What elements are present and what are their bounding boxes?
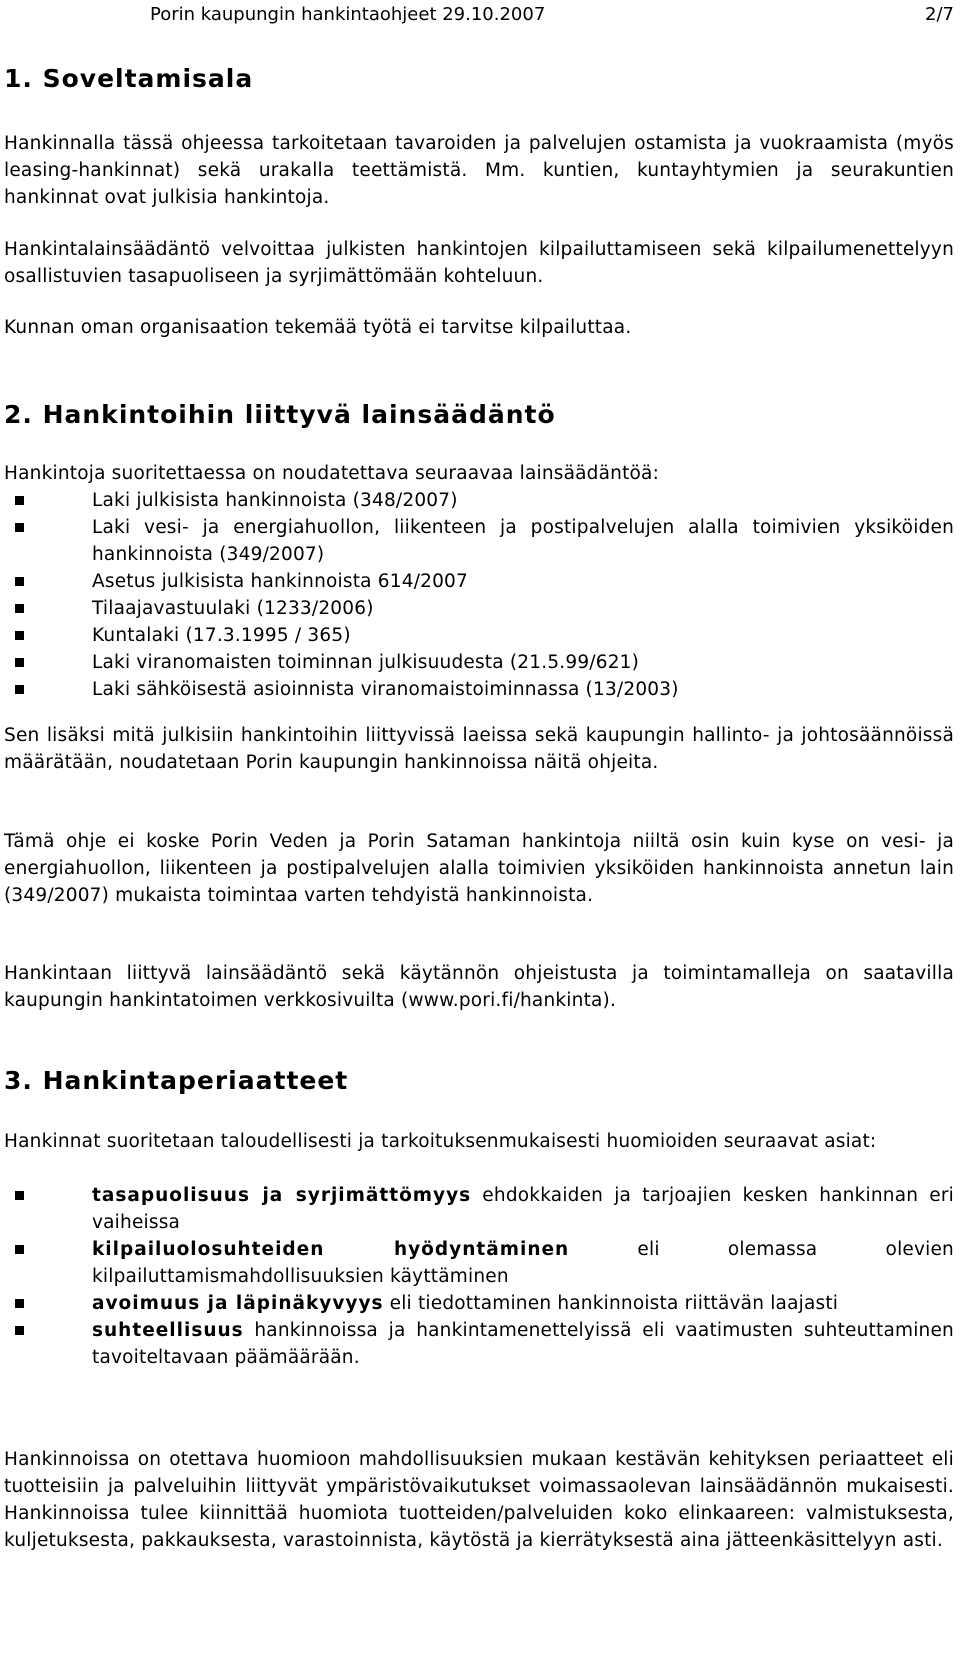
law-item-text: Laki viranomaisten toiminnan julkisuudesta (21.5.99/621): [92, 652, 640, 673]
bullet-square-icon: [15, 685, 24, 694]
law-item-text: Asetus julkisista hankinnoista 614/2007: [92, 571, 469, 592]
principle-term: avoimuus ja läpinäkyvyys: [92, 1293, 384, 1314]
bullet-square-icon: [15, 523, 24, 532]
section-2-heading: 2. Hankintoihin liittyvä lainsäädäntö: [4, 400, 556, 429]
section-1-heading: 1. Soveltamisala: [4, 64, 254, 93]
law-item-text: Tilaajavastuulaki (1233/2006): [92, 598, 374, 619]
section-3-heading: 3. Hankintaperiaatteet: [4, 1066, 349, 1095]
bullet-square-icon: [15, 658, 24, 667]
list-item: [4, 622, 954, 649]
page-header: [150, 4, 954, 26]
section-2-paragraph-3: Hankintaan liittyvä lainsäädäntö sekä käytännön ohjeistusta ja toimintamalleja on saatavilla kaupungin hankintatoimen verkkosivuilta (www.pori.fi/hankinta).: [4, 963, 954, 1011]
bullet-square-icon: [15, 604, 24, 613]
bullet-square-icon: [15, 496, 24, 505]
section-2-paragraph-1: Sen lisäksi mitä julkisiin hankintoihin liittyvissä laeissa sekä kaupungin hallinto- ja johtosäännöissä määrätään, noudatetaan Porin kaupungin hankinnoissa näitä ohjeita.: [4, 725, 954, 773]
principle-list: [4, 1182, 954, 1371]
list-item: [4, 1290, 954, 1317]
list-item: [4, 568, 954, 595]
section-2-paragraph-2: Tämä ohje ei koske Porin Veden ja Porin Sataman hankintoja niiltä osin kuin kyse on vesi- ja energiahuollon, liikenteen ja postipalvelujen alalla toimivien yksiköiden hankinnoista annetun lain (349/2007) mukaista toimintaa varten tehdyistä hankinnoista.: [4, 831, 954, 906]
principle-term: suhteellisuus: [92, 1320, 244, 1341]
section-1-paragraph-1: Hankinnalla tässä ohjeessa tarkoitetaan tavaroiden ja palvelujen ostamista ja vuokraamista (myös leasing-hankinnat) sekä urakalla teettämistä. Mm. kuntien, kuntayhtymien ja seurakuntien hankinnat ovat julkisia hankintoja.: [4, 133, 954, 208]
section-1-paragraph-2: Hankintalainsäädäntö velvoittaa julkisten hankintojen kilpailuttamiseen sekä kilpailumenettelyyn osallistuvien tasapuoliseen ja syrjimättömään kohteluun.: [4, 239, 954, 287]
principle-term: kilpailuolosuhteiden hyödyntäminen: [92, 1239, 570, 1260]
list-item: [4, 514, 954, 568]
principle-text: hankinnoissa ja hankintamenettelyissä eli vaatimusten suhteuttaminen tavoiteltavaan päämäärään.: [92, 1320, 954, 1368]
list-item: [4, 487, 954, 514]
bullet-square-icon: [15, 1191, 24, 1200]
section-3-paragraph-1: Hankinnoissa on otettava huomioon mahdollisuuksien mukaan kestävän kehityksen periaatteet eli tuotteisiin ja palveluihin liittyvät ympäristövaikutukset voimassaolevan lainsäädännön mukaisesti. Hankinnoissa tulee kiinnittää huomiota tuotteiden/palveluiden koko elinkaareen: valmistuksesta, kuljetuksesta, pakkauksesta, varastoinnista, käytöstä ja kierrätyksestä aina jätteenkäsittelyyn asti.: [4, 1449, 954, 1551]
page-number: 2/7: [925, 4, 954, 25]
list-item: [4, 676, 954, 703]
bullet-square-icon: [15, 1245, 24, 1254]
header-title: Porin kaupungin hankintaohjeet 29.10.2007: [150, 4, 546, 25]
section-1-paragraph-3: Kunnan oman organisaation tekemää työtä ei tarvitse kilpailuttaa.: [4, 317, 632, 338]
bullet-square-icon: [15, 577, 24, 586]
list-item: [4, 595, 954, 622]
section-2-intro: Hankintoja suoritettaessa on noudatettava seuraavaa lainsäädäntöä:: [4, 463, 660, 484]
list-item: [4, 1317, 954, 1371]
principle-text: eli olemassa olevien kilpailuttamismahdollisuuksien käyttäminen: [92, 1239, 954, 1287]
law-list: [4, 487, 954, 703]
bullet-square-icon: [15, 631, 24, 640]
bullet-square-icon: [15, 1299, 24, 1308]
law-item-text: Laki vesi- ja energiahuollon, liikenteen ja postipalvelujen alalla toimivien yksiköiden hankinnoista (349/2007): [92, 517, 954, 565]
law-item-text: Kuntalaki (17.3.1995 / 365): [92, 625, 351, 646]
bullet-square-icon: [15, 1326, 24, 1335]
list-item: [4, 1182, 954, 1236]
list-item: [4, 1236, 954, 1290]
law-item-text: Laki julkisista hankinnoista (348/2007): [92, 490, 458, 511]
section-3-intro: Hankinnat suoritetaan taloudellisesti ja tarkoituksenmukaisesti huomioiden seuraavat asiat:: [4, 1131, 877, 1152]
principle-text: ehdokkaiden ja tarjoajien kesken hankinnan eri vaiheissa: [92, 1185, 955, 1233]
principle-term: tasapuolisuus ja syrjimättömyys: [92, 1185, 472, 1206]
law-item-text: Laki sähköisestä asioinnista viranomaistoiminnassa (13/2003): [92, 679, 679, 700]
list-item: [4, 649, 954, 676]
principle-text: eli tiedottaminen hankinnoista riittävän laajasti: [383, 1293, 839, 1314]
